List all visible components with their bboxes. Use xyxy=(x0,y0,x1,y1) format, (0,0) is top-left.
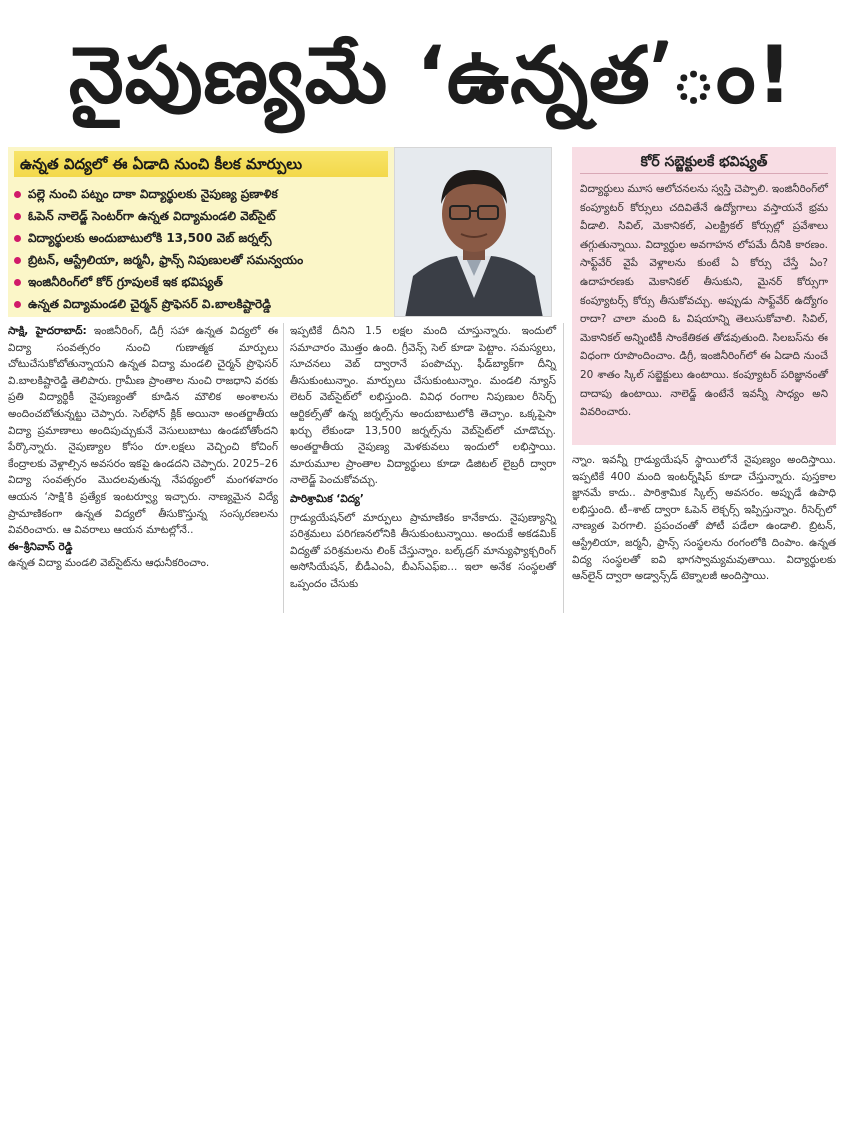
column-divider xyxy=(563,323,564,613)
highlight-text: విద్యార్థులకు అందుబాటులోకి 13,500 వెబ్ జర్నల్స్ xyxy=(28,231,272,245)
article-column-1 xyxy=(8,323,278,572)
article-subhead: పారిశ్రామిక ‘విద్య’ xyxy=(290,492,364,505)
highlight-item xyxy=(14,205,388,227)
highlight-item xyxy=(14,227,388,249)
highlight-text: పల్లె నుంచి పట్నం దాకా విద్యార్థులకు నైపుణ్య ప్రణాళిక xyxy=(28,187,278,201)
reporter-name: ఈ–శ్రీనివాస్ రెడ్డి xyxy=(8,540,73,553)
article-column-3 xyxy=(572,452,836,585)
bullet-icon xyxy=(14,235,21,242)
article-text: ఇప్పటికే దీనిని 1.5 లక్షల మంది చూస్తున్నారు. ఇందులో సమాచారం మొత్తం ఉంది. గ్రీవెన్స్ సెల్ కూడా పెట్టాం. సమస్యలు, సూచనలు వెబ్ ద్వారానే పంపొచ్చు. ఫీడ్‌బ్యాక్‌గా దీన్ని తీసుకుంటున్నాం. మార్పులు చేసుకుంటున్నాం. మండలి న్యూస్ లెటర్ వెబ్‌సైట్‌లో లభిస్తుంది. వివిధ రంగాల నిపుణుల రీసెర్చ్ ఆర్టికల్స్‌తో ఉన్న జర్నల్స్‌ను అందుబాటులోకి తెచ్చాం. ఒక్కపైసా ఖర్చు లేకుండా 13,500 జర్నల్స్‌ను వెబ్‌సైట్‌లో చూడొచ్చు. అంతర్జాతీయ నైపుణ్య మెళకువలు ఇందులో లభిస్తాయి. మారుమూల ప్రాంతాల విద్యార్థులు కూడా డిజిటల్ లైబ్రరీ ద్వారా నాలెడ్జ్ పెంచుకోవచ్చు. xyxy=(290,325,556,487)
article-paragraph xyxy=(8,323,278,539)
portrait-photo xyxy=(394,147,552,317)
highlight-text: బ్రిటన్, ఆస్ట్రేలియా, జర్మనీ, ఫ్రాన్స్ నిపుణులతో సమన్వయం xyxy=(28,253,304,267)
highlight-item xyxy=(14,271,388,293)
sidebar-box xyxy=(572,147,836,445)
bullet-icon xyxy=(14,279,21,286)
bullet-icon xyxy=(14,191,21,198)
article-text: న్నాం. ఇవన్నీ గ్రాడ్యుయేషన్ స్థాయిలోనే నైపుణ్యం అందిస్తాయి. ఇప్పటికే 400 మంది ఇంటర్న్‌షిప్ కూడా చేస్తున్నారు. పుస్తకాల జ్ఞానమే కాదు.. పారిశ్రామిక స్కిల్స్ అవసరం. అప్పుడే ఉపాధి లభిస్తుంది. టీ–శాట్ ద్వారా ఓపెన్ లెక్చర్స్ ఇప్పిస్తున్నాం. రీసెర్చ్‌లో నాణ్యత పెరగాలి. ప్రపంచంతో పోటీ పడేలా ఉండాలి. బ్రిటన్, ఆస్ట్రేలియా, జర్మనీ, ఫ్రాన్స్ సంస్థలను రంగంలోకి దింపాం. ఉన్నత విద్య సంస్థలతో ఐవి భాగస్వామ్యమవుతాయి. విద్యార్థులకు ఆన్‌లైన్ ద్వారా అడ్వాన్స్‌డ్ టెక్నాలజీ అందిస్తాయి. xyxy=(572,454,836,583)
highlight-item xyxy=(14,293,388,315)
column-divider xyxy=(283,323,284,613)
highlight-item xyxy=(14,249,388,271)
sidebar-body: విద్యార్థులు మూస ఆలోచనలను స్వస్తి చెప్పాలి. ఇంజినీరింగ్‌లో కంప్యూటర్ కోర్సులు చదివితేనే ఉద్యోగాలు వస్తాయనే భ్రమ వీడాలి. సివిల్, మెకానికల్, ఎలక్ట్రికల్ కోర్సుల్లో ప్రవేశాలు తగ్గుతున్నాయి. విద్యార్థుల అవగాహన లోపమే దీనికి కారణం. సాఫ్ట్‌వేర్ వైపే వెళ్లాలను కుంటే ఏ కోర్సు చేస్తే ఏం? ఉదాహరణకు మెకానికల్ తీసుకుని, మైనర్ కోర్సుగా కంప్యూటర్స్ కోర్సు తీసుకోవచ్చు. అప్పుడు సాఫ్ట్‌వేర్ ఉద్యోగం రాదా? చాలా మంది ఓ విషయాన్ని తెలుసుకోవాలి. సివిల్, మెకానికల్ అన్నింటికీ సాంకేతికత తోడవుతుంది. సిలబస్‌ను ఈ విధంగా రూపొందించాం. డిగ్రీ, ఇంజినీరింగ్‌లో ఈ ఏడాది నుంచే 20 శాతం స్కిల్ సబ్జెక్టులు ఉంటాయి. కంప్యూటర్ పరిజ్ఞానంతో దాదాపు ఉంటాయి. నాలెడ్జ్ ఉంటేనే ఇవన్నీ సాధ్యం అని వివరించారు. xyxy=(580,183,828,419)
article-column-2 xyxy=(290,323,556,593)
highlight-item xyxy=(14,183,388,205)
bullet-icon xyxy=(14,301,21,308)
byline-lead: సాక్షి, హైదరాబాద్: xyxy=(8,325,87,337)
highlights-title: ఉన్నత విద్యలో ఈ ఏడాది నుంచి కీలక మార్పులు xyxy=(14,151,388,177)
highlight-text: ఓపెన్ నాలెడ్జ్ సెంటర్‌గా ఉన్నత విద్యామండలి వెబ్‌సైట్ xyxy=(28,209,276,223)
highlight-text: ఇంజినీరింగ్‌లో కోర్ గ్రూపులకే ఇక భవిష్యత్ xyxy=(28,275,223,289)
article-text: గ్రాడ్యుయేషన్‌లో మార్పులు ప్రామాణికం కానేకాదు. నైపుణ్యాన్ని పరిశ్రమలు పరిగణనలోనికి తీసుకుంటున్నాయి. అందుకే అకడమిక్ విద్యతో పరిశ్రమలను లింక్ చేస్తున్నాం. బల్క్‌డ్రగ్ మాన్యుఫ్యాక్చరింగ్ అసోసియేషన్, బీడీఎంఏ, బీఎస్‌ఎఫ్‌ఐ... ఇలా అనేక సంస్థలతో ఒప్పందం చేసుకు xyxy=(290,511,556,590)
highlights-box xyxy=(8,147,394,317)
highlights-list xyxy=(14,183,388,315)
bullet-icon xyxy=(14,257,21,264)
portrait-illustration xyxy=(395,148,552,317)
article-text: ఉన్నత విద్యా మండలి వెబ్‌సైట్‌ను ఆధునీకరించాం. xyxy=(8,557,210,570)
article-text: ఇంజినీరింగ్, డిగ్రీ సహా ఉన్నత విద్యలో ఈ విద్యా సంవత్సరం నుంచి గుణాత్మక మార్పులు చోటుచేసుకోబోతున్నాయని ఉన్నత విద్యా మండలి చైర్మన్ ప్రొఫెసర్ వి.బాలకిష్టారెడ్డి తెలిపారు. గ్రామీణ ప్రాంతాల నుంచి రాజధాని వరకు ప్రతి విద్యార్థికీ నైపుణ్యంతో కూడిన మౌలిక అంశాలను అందించబోతున్నట్టు చెప్పారు. సెల్‌ఫోన్ క్లిక్ అయినా అంతర్జాతీయ విద్యా ప్రమాణాలు అందిపుచ్చుకునే వెసులుబాటు ఉండబోతోందని పేర్కొన్నారు. నైపుణ్యాల కోసం రూ.లక్షలు వెచ్చించి కోచింగ్ కేంద్రాలకు వెళ్లాల్సిన అవసరం ఇకపై ఉండదని చెప్పారు. 2025–26 విద్యా సంవత్సరం మొదలవుతున్న నేపథ్యంలో మంగళవారం ఆయన ‘సాక్షి’కి ప్రత్యేక ఇంటర్వ్యూ ఇచ్చారు. నాణ్యమైన విద్యే ప్రామాణికంగా ఉన్నత విద్యలో తీసుకొస్తున్న సంస్కరణలను వివరించారు. ఆ వివరాలు ఆయన మాటల్లోనే.. xyxy=(8,325,279,537)
bullet-icon xyxy=(14,213,21,220)
sidebar-title: కోర్ సబ్జెక్టులకే భవిష్యత్ xyxy=(580,151,828,174)
headline: నైపుణ్యమే ‘ఉన్నత’ం! xyxy=(68,31,794,121)
highlight-text: ఉన్నత విద్యామండలి చైర్మన్ ప్రొఫెసర్ వి.బాలకిష్టారెడ్డి xyxy=(28,297,271,311)
